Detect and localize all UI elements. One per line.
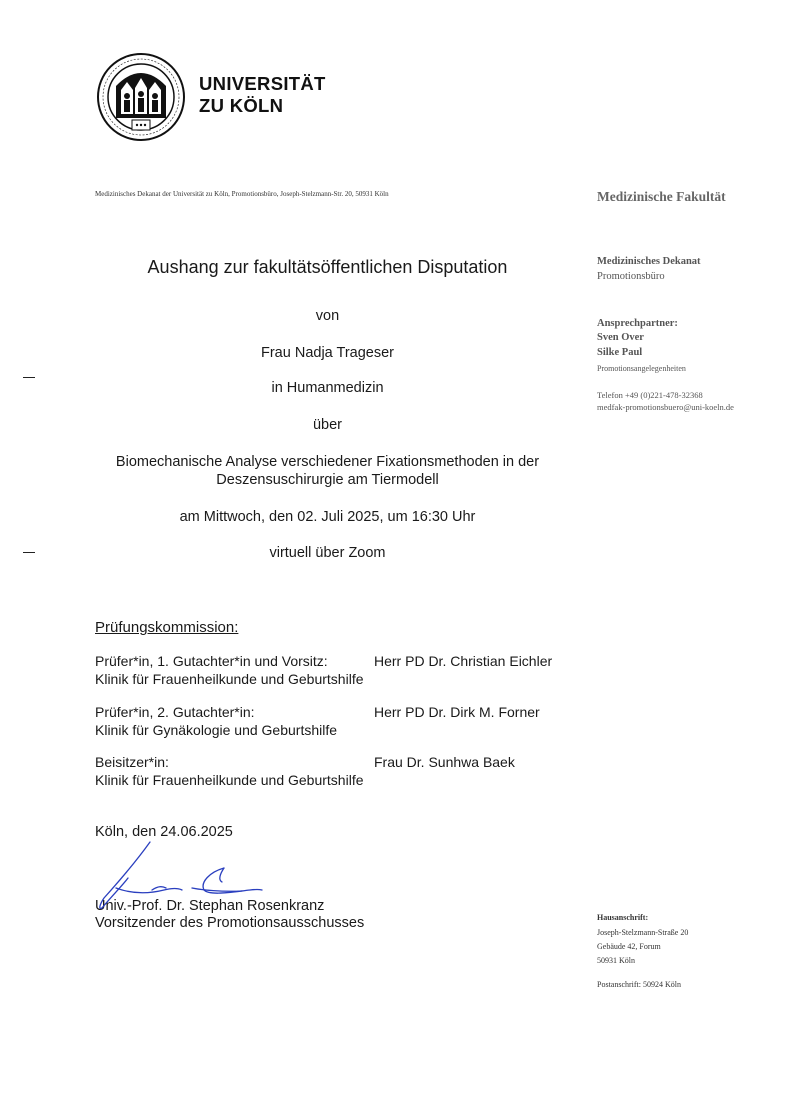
notice-von: von <box>315 308 340 324</box>
thesis-title-line-1: Biomechanische Analyse verschiedener Fixationsmethoden in der <box>115 454 540 470</box>
address-line-2: Gebäude 42, Forum <box>597 942 661 951</box>
faculty-name: Medizinische Fakultät <box>597 189 726 204</box>
sender-address-line: Medizinisches Dekanat der Universität zu Köln, Promotionsbüro, Joseph-Stelzmann-Str. 20, 50931 Köln <box>95 190 389 198</box>
signer-role: Vorsitzender des Promotionsausschusses <box>95 915 365 931</box>
email-address[interactable]: medfak-promotionsbuero@uni-koeln.de <box>597 402 734 412</box>
address-line-1: Joseph-Stelzmann-Straße 20 <box>597 928 689 937</box>
member-department: Klinik für Frauenheilkunde und Geburtshilfe <box>95 772 364 788</box>
member-name: Herr PD Dr. Dirk M. Forner <box>374 704 540 720</box>
fold-mark <box>23 552 35 553</box>
wordmark-line-1: UNIVERSITÄT <box>199 73 326 94</box>
department-name: Medizinisches Dekanat <box>597 256 701 267</box>
committee-heading: Prüfungskommission: <box>95 619 239 636</box>
postal-address: Postanschrift: 50924 Köln <box>597 980 681 989</box>
disputation-date: am Mittwoch, den 02. Juli 2025, um 16:30 Uhr <box>179 509 476 525</box>
address-line-3: 50931 Köln <box>597 956 635 965</box>
notice-ueber: über <box>312 417 343 433</box>
contact-department: Promotionsangelegenheiten <box>597 364 686 373</box>
university-seal-logo <box>96 52 186 142</box>
member-name: Herr PD Dr. Christian Eichler <box>374 653 553 669</box>
candidate-subject: in Humanmedizin <box>271 380 384 396</box>
notice-title: Aushang zur fakultätsöffentlichen Disputation <box>147 257 508 277</box>
member-name: Frau Dr. Sunhwa Baek <box>374 754 515 770</box>
member-role: Beisitzer*in: <box>95 754 169 770</box>
thesis-title-line-2: Deszensuschirurgie am Tiermodell <box>216 472 439 488</box>
member-department: Klinik für Gynäkologie und Geburtshilfe <box>95 722 338 738</box>
contact-person-1: Sven Over <box>597 332 644 343</box>
university-wordmark <box>199 73 326 117</box>
contact-label: Ansprechpartner: <box>597 318 678 329</box>
place-and-date: Köln, den 24.06.2025 <box>95 824 233 840</box>
disputation-location: virtuell über Zoom <box>269 545 386 561</box>
member-role: Prüfer*in, 1. Gutachter*in und Vorsitz: <box>95 653 328 669</box>
contact-person-2: Silke Paul <box>597 347 643 358</box>
candidate-name: Frau Nadja Trageser <box>261 345 394 361</box>
fold-mark <box>23 377 35 378</box>
member-role: Prüfer*in, 2. Gutachter*in: <box>95 704 255 720</box>
wordmark-line-2: ZU KÖLN <box>199 95 284 116</box>
signer-name: Univ.-Prof. Dr. Stephan Rosenkranz <box>95 898 325 914</box>
office-name: Promotionsbüro <box>597 271 665 282</box>
phone-number: Telefon +49 (0)221-478-32368 <box>597 390 703 400</box>
address-label: Hausanschrift: <box>597 913 649 922</box>
member-department: Klinik für Frauenheilkunde und Geburtshilfe <box>95 671 364 687</box>
handwritten-signature <box>92 838 272 918</box>
